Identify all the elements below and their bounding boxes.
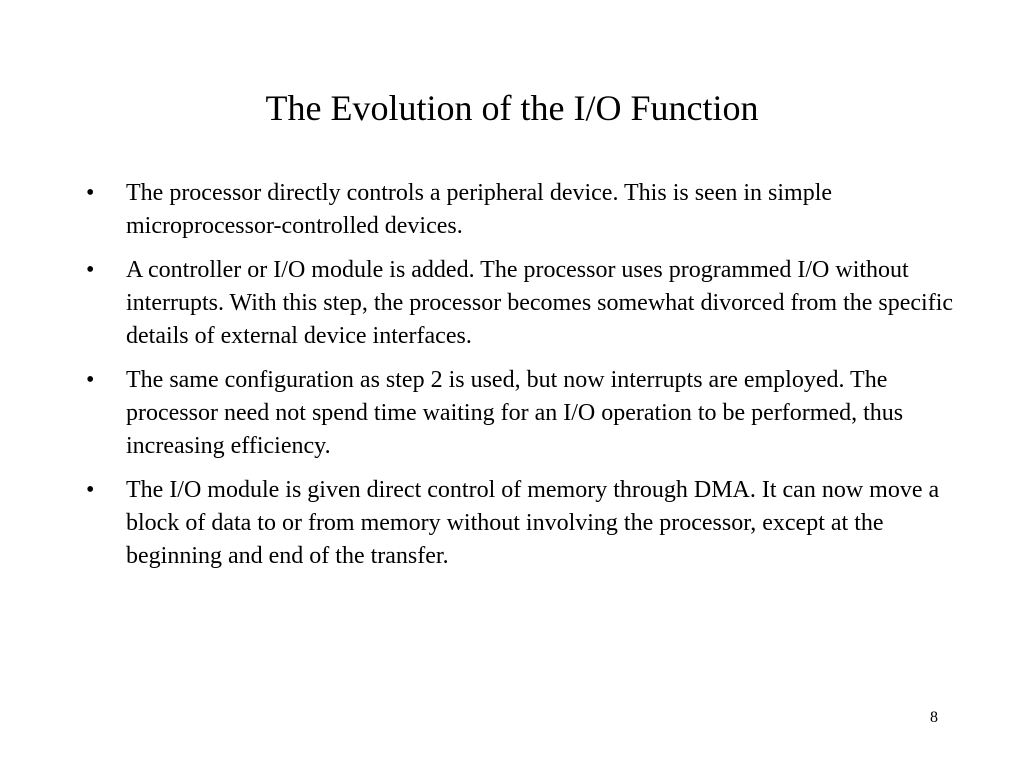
bullet-item: [86, 254, 956, 353]
bullet-item: [86, 364, 956, 463]
slide-title: The Evolution of the I/O Function: [265, 88, 759, 128]
bullet-text: The same configuration as step 2 is used, but now interrupts are employed. The processor need not spend time waiting for an I/O operation to be performed, thus increasing efficiency.: [126, 367, 904, 459]
bullet-item: [86, 177, 956, 243]
bullet-item: [86, 474, 956, 573]
bullet-marker: •: [86, 180, 95, 206]
bullet-text: A controller or I/O module is added. The processor uses programmed I/O without interrupts. With this step, the processor becomes somewhat divorced from the specific details of external device interfaces.: [126, 257, 954, 349]
bullet-marker: •: [86, 367, 95, 393]
slide-number: 8: [930, 709, 938, 726]
bullet-list: [86, 177, 956, 584]
bullet-marker: •: [86, 477, 95, 503]
bullet-marker: •: [86, 257, 95, 283]
bullet-text: The processor directly controls a peripheral device. This is seen in simple microprocessor-controlled devices.: [126, 180, 833, 239]
bullet-text: The I/O module is given direct control of memory through DMA. It can now move a block of data to or from memory without involving the processor, except at the beginning and end of the transfer.: [126, 477, 940, 569]
